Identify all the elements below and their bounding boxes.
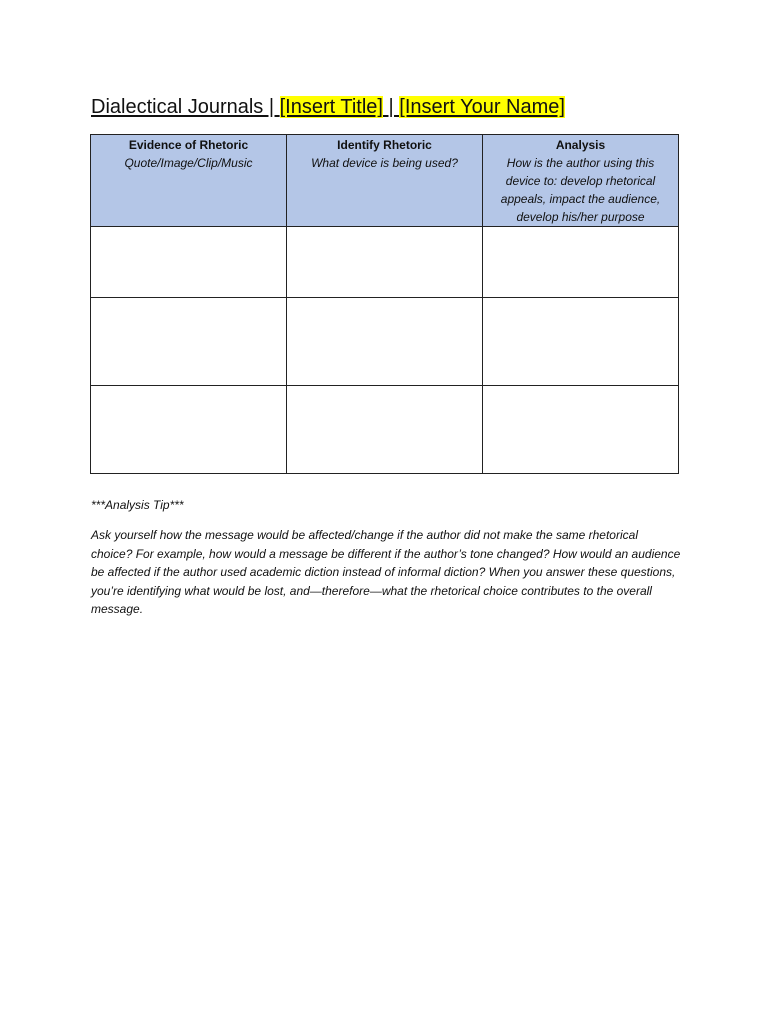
table-cell[interactable]	[287, 227, 483, 298]
table-cell[interactable]	[483, 298, 679, 386]
table-row	[91, 386, 679, 474]
analysis-tip-heading: ***Analysis Tip***	[91, 498, 184, 512]
table-cell[interactable]	[91, 386, 287, 474]
table-row	[91, 227, 679, 298]
column-subheading: Quote/Image/Clip/Music	[124, 156, 253, 170]
table-row	[91, 298, 679, 386]
analysis-tip-body: Ask yourself how the message would be affected/change if the author did not make the same rhetorical choice? For example, how would a message be different if the author’s tone changed? How would an audience be affected if the author used academic diction instead of informal diction? When you answer these questions, you’re identifying what would be lost, and—therefore—what the rhetorical choice contributes to the overall message.	[91, 528, 681, 616]
column-header-identify	[287, 135, 483, 227]
column-heading: Evidence of Rhetoric	[128, 138, 249, 152]
table-cell[interactable]	[91, 227, 287, 298]
table-cell[interactable]	[483, 386, 679, 474]
title-placeholder[interactable]: [Insert Title]	[279, 96, 383, 118]
table-header-row	[91, 135, 679, 227]
column-heading: Identify Rhetoric	[337, 138, 432, 152]
column-header-evidence	[91, 135, 287, 227]
column-header-analysis	[483, 135, 679, 227]
column-heading: Analysis	[555, 138, 606, 152]
table-cell[interactable]	[287, 298, 483, 386]
column-subheading: What device is being used?	[311, 156, 458, 170]
title-prefix: Dialectical Journals |	[91, 96, 280, 118]
title-separator: |	[382, 96, 400, 118]
name-placeholder[interactable]: [Insert Your Name]	[399, 96, 565, 118]
table-cell[interactable]	[91, 298, 287, 386]
journal-table	[90, 134, 679, 474]
table-cell[interactable]	[483, 227, 679, 298]
table-cell[interactable]	[287, 386, 483, 474]
column-subheading: How is the author using this device to: develop rhetorical appeals, impact the audience, develop his/her purpose	[500, 156, 661, 224]
page-title	[91, 94, 565, 120]
